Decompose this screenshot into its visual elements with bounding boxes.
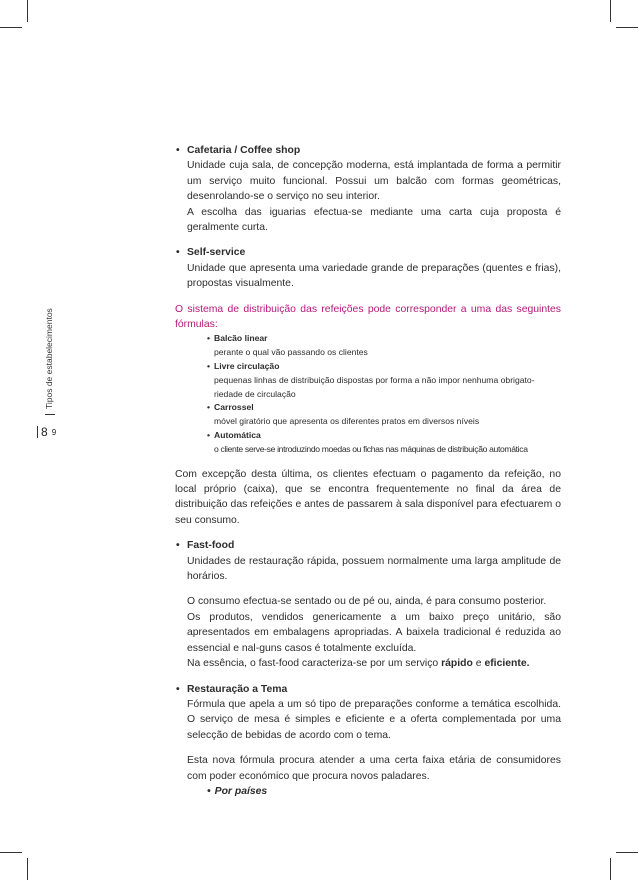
page-body [175, 143, 561, 799]
list-item: • Livre circulação [207, 360, 561, 374]
paragraph: Com excepção desta última, os clientes efectuam o pagamento da refeição, no local próprio (caixa), que se encontra frequentemente no final da área de distribuição das refeições e antes de passarem à sala disponível para efectuarem o seu consumo. [175, 468, 561, 526]
paragraph: O consumo efectua-se sentado ou de pé ou, ainda, é para consumo posterior. [187, 596, 547, 608]
paragraph: Os produtos, vendidos genericamente a um baixo preço unitário, são apresentados em embalagens apropriadas. A baixela tradicional é reduzida ao essencial e nal-guns casos é totalmente excluída. [187, 611, 561, 654]
crop-mark [27, 0, 28, 22]
list-item-desc: o cliente serve-se introduzindo moedas ou fichas nas máquinas de distribuição automática [214, 443, 528, 454]
crop-mark [616, 27, 638, 28]
crop-mark [616, 852, 638, 853]
paragraph: Unidades de restauração rápida, possuem normalmente uma larga amplitude de horários. [187, 555, 561, 583]
list-item-desc: móvel giratório que apresenta os diferentes pratos em diversos níveis [214, 416, 480, 427]
formula-list [175, 332, 561, 456]
list-item-desc: pequenas linhas de distribuição dispostas por forma a não impor nenhuma obrigato-riedade de circulação [214, 374, 535, 399]
crop-mark [610, 858, 611, 880]
list-item-desc: perante o qual vão passando os clientes [214, 347, 368, 358]
paragraph: Esta nova fórmula procura atender a uma certa faixa etária de consumidores com poder económico que procura novos paladares. [187, 755, 561, 782]
paragraph: Unidade que apresenta uma variedade grande de preparações (quentes e frias), propostas visualmente. [187, 262, 561, 290]
crop-mark [0, 852, 22, 853]
crop-mark [610, 0, 611, 22]
list-item: • Carrossel [207, 401, 561, 415]
section-title: • Fast-food [175, 538, 561, 553]
crop-mark [0, 27, 22, 28]
crop-mark [27, 858, 28, 880]
list-item: • Balcão linear [207, 332, 561, 346]
section-title: • Cafetaria / Coffee shop [175, 143, 561, 158]
sub-item: • Por países [207, 785, 268, 797]
paragraph: A escolha das iguarias efectua-se mediante uma carta cuja proposta é geralmente curta. [187, 206, 561, 234]
chapter-label: Tipos de estabelecimentos [44, 308, 55, 420]
section-title: • Self-service [175, 245, 561, 260]
section-title: • Restauração a Tema [175, 682, 561, 697]
paragraph: Na essência, o fast-food caracteriza-se por um serviço rápido e eficiente. [187, 658, 530, 670]
list-item: • Automática [207, 429, 561, 443]
highlighted-intro: O sistema de distribuição das refeições pode corresponder a uma das seguintes fórmulas: [175, 303, 561, 331]
page-number: 8 9 [37, 425, 56, 439]
paragraph: Unidade cuja sala, de concepção moderna, está implantada de forma a permitir um serviço muito funcional. Possui um balcão com formas geométricas, desenrolando-se o serviço no seu interior. [187, 160, 561, 203]
paragraph: Fórmula que apela a um só tipo de preparações conforme a temática escolhida. O serviço de mesa é simples e eficiente e a oferta complementada por uma selecção de bebidas de acordo com o tema. [187, 698, 561, 741]
